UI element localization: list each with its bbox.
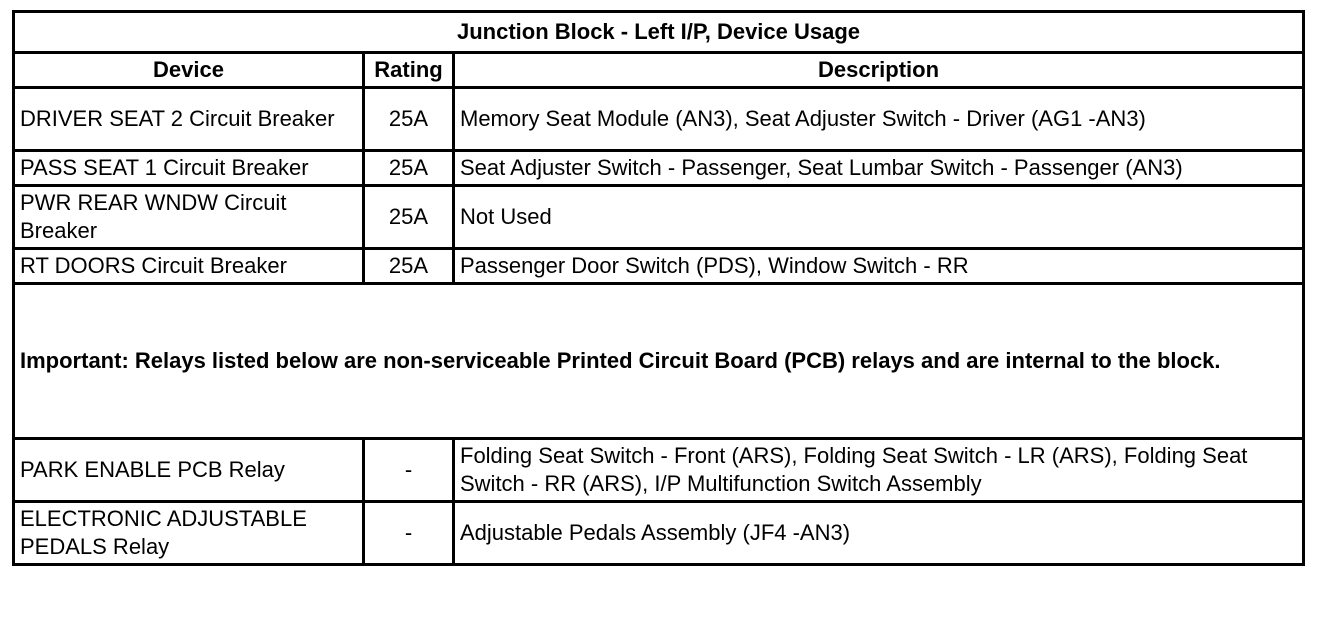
device-cell: PWR REAR WNDW Circuit Breaker xyxy=(14,186,364,249)
rating-cell: - xyxy=(364,439,454,502)
important-note-row xyxy=(14,284,1304,439)
table-header-row xyxy=(14,53,1304,88)
device-cell: RT DOORS Circuit Breaker xyxy=(14,249,364,284)
rating-cell: 25A xyxy=(364,186,454,249)
device-cell: PASS SEAT 1 Circuit Breaker xyxy=(14,151,364,186)
description-cell: Not Used xyxy=(454,186,1304,249)
device-cell: PARK ENABLE PCB Relay xyxy=(14,439,364,502)
table-row xyxy=(14,88,1304,151)
device-usage-table xyxy=(12,10,1305,566)
junction-block-table-container xyxy=(12,10,1305,566)
table-row xyxy=(14,502,1304,565)
rating-cell: - xyxy=(364,502,454,565)
description-cell: Adjustable Pedals Assembly (JF4 -AN3) xyxy=(454,502,1304,565)
description-cell: Passenger Door Switch (PDS), Window Switch - RR xyxy=(454,249,1304,284)
table-row xyxy=(14,439,1304,502)
header-description: Description xyxy=(454,53,1304,88)
table-title-row xyxy=(14,12,1304,53)
description-cell: Seat Adjuster Switch - Passenger, Seat Lumbar Switch - Passenger (AN3) xyxy=(454,151,1304,186)
description-cell: Memory Seat Module (AN3), Seat Adjuster Switch - Driver (AG1 -AN3) xyxy=(454,88,1304,151)
table-row xyxy=(14,249,1304,284)
rating-cell: 25A xyxy=(364,249,454,284)
table-row xyxy=(14,186,1304,249)
table-row xyxy=(14,151,1304,186)
rating-cell: 25A xyxy=(364,88,454,151)
table-title: Junction Block - Left I/P, Device Usage xyxy=(14,12,1304,53)
header-device: Device xyxy=(14,53,364,88)
header-rating: Rating xyxy=(364,53,454,88)
device-cell: DRIVER SEAT 2 Circuit Breaker xyxy=(14,88,364,151)
device-cell: ELECTRONIC ADJUSTABLE PEDALS Relay xyxy=(14,502,364,565)
description-cell: Folding Seat Switch - Front (ARS), Folding Seat Switch - LR (ARS), Folding Seat Switch - RR (ARS), I/P Multifunction Switch Assembly xyxy=(454,439,1304,502)
important-note: Important: Relays listed below are non-serviceable Printed Circuit Board (PCB) relays and are internal to the block. xyxy=(14,284,1304,439)
rating-cell: 25A xyxy=(364,151,454,186)
